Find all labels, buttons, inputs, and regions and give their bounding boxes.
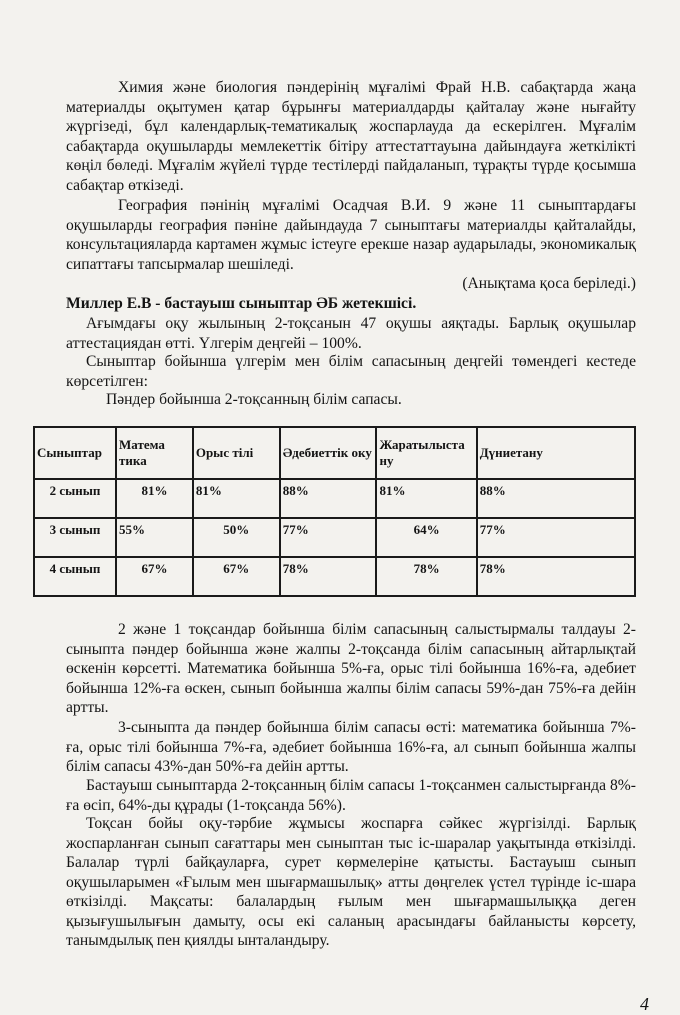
grades-table: [33, 426, 636, 597]
paragraph-teacher-fray: Химия және биология пәндерінің мұғалімі Фрай Н.В. сабақтарда жаңа материалды оқытумен қатар бұрынғы материалдарды қайталау және нығайту жүргізеді, бұл календарлық-тематикалық жоспарлауда да ескерілген. Мұғалім сабақтарда оқушыларды мемлекеттік бітіру аттестаттауына дайындауға жеткілікті көңіл бөледі. Мұғалім жүйелі түрде тестілерді пайдаланып, тұрақты түрде қосымша сабақтар өткізеді.: [66, 79, 636, 194]
table-cell: 4 сынып: [34, 557, 116, 596]
paragraph-table-intro: Сыныптар бойынша үлгерім мен білім сапасының деңгейі төмендегі кестеде көрсетілген:: [66, 353, 636, 390]
paragraph-activities: Тоқсан бойы оқу-тәрбие жұмысы жоспарға сәйкес жүргізілді. Барлық жоспарланған сынып сағаттары мен сыныптан тыс іс-шаралар уақытында өткізілді. Балалар түрлі байқауларға, сурет көрмелеріне қатысты. Бастауыш сынып оқушыларымен «Ғылым мен шығармашылық» атты дөңгелек үстел түрінде іс-шара өткізілді. Мақсаты: балалардың ғылым мен шығармашылыққа деген қызығушылығын дамыту, осы екі саланың арасындағы байланысты көрсету, танымдылық пен қиялды ынталандыру.: [66, 815, 636, 949]
paragraph-analysis-grade2: 2 және 1 тоқсандар бойынша білім сапасының салыстырмалы талдауы 2-сыныпта пәндер бойынша және жалпы 2-тоқсанда білім сапасының айтарлықтай өскенін көрсетті. Математика бойынша 5%-ға, орыс тілі бойынша 16%-ға, әдебиет бойынша 12%-ға өскен, сынып бойынша жалпы білім сапасы 59%-дан 75%-ға дейін артты.: [66, 621, 636, 716]
header-cell: Әдебиеттік оку: [280, 427, 377, 479]
table-cell: 88%: [477, 479, 635, 518]
section-heading: Миллер Е.В - бастауыш сыныптар ӘБ жетекшісі.: [66, 295, 417, 312]
table-cell: 81%: [193, 479, 280, 518]
paragraph-geography: География пәнінің мұғалімі Осадчая В.И. 9 және 11 сыныптардағы оқушыларды география пәніне дайындауда 7 сыныптағы материалды қайталайды, консультацияларда картамен жұмыс істеуге ерекше назар аударылады, экономикалық сипаттағы тапсырмалар шешіледі.: [66, 197, 636, 273]
header-cell: Орыс тілі: [193, 427, 280, 479]
table-cell: 77%: [280, 518, 377, 557]
table-cell: 50%: [193, 518, 280, 557]
table-cell: 78%: [280, 557, 377, 596]
table-cell: 67%: [116, 557, 193, 596]
paragraph-analysis-grade3: 3-сыныпта да пәндер бойынша білім сапасы өсті: математика бойынша 7%-ға, орыс тілі бойынша 7%-ға, әдебиет бойынша 16%-ға, ал сынып бойынша жалпы білім сапасы 43%-дан 50%-ға дейін артты.: [66, 719, 636, 775]
table-cell: 81%: [116, 479, 193, 518]
header-cell: Жаратылыста ну: [376, 427, 476, 479]
table-caption: Пәндер бойынша 2-тоқсанның білім сапасы.: [106, 391, 402, 408]
reference-note: (Анықтама қоса беріледі.): [462, 275, 636, 292]
table-row: [34, 479, 635, 518]
page-number: 4: [640, 994, 649, 1014]
table-cell: 81%: [376, 479, 476, 518]
table-cell: 64%: [376, 518, 476, 557]
header-cell: Дүниетану: [477, 427, 635, 479]
header-cell: Матема тика: [116, 427, 193, 479]
table-cell: 78%: [376, 557, 476, 596]
table-cell: 3 сынып: [34, 518, 116, 557]
paragraph-results: Ағымдағы оқу жылының 2-тоқсанын 47 оқушы аяқтады. Барлық оқушылар аттестациядан өтті. Үлгерім деңгейі – 100%.: [66, 315, 636, 352]
table-row: [34, 518, 635, 557]
table-header-row: [34, 427, 635, 479]
paragraph-primary-quality: Бастауыш сыныптарда 2-тоқсанның білім сапасы 1-тоқсанмен салыстырғанда 8%-ға өсіп, 64%-ды құрады (1-тоқсанда 56%).: [66, 777, 636, 814]
table-cell: 55%: [116, 518, 193, 557]
table-row: [34, 557, 635, 596]
table-cell: 67%: [193, 557, 280, 596]
table-cell: 88%: [280, 479, 377, 518]
table-cell: 77%: [477, 518, 635, 557]
table-cell: 78%: [477, 557, 635, 596]
table-cell: 2 сынып: [34, 479, 116, 518]
header-cell: Сыныптар: [34, 427, 116, 479]
